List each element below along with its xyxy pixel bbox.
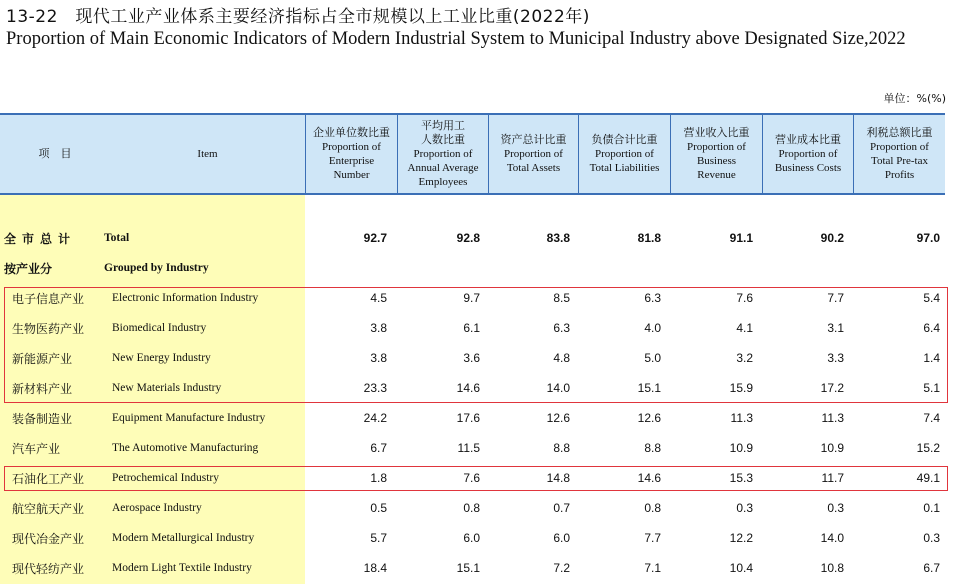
table-title-en: Proportion of Main Economic Indicators of Modern Industrial System to Municipal Industry above Designated Size,2022: [6, 29, 906, 49]
row-value: 23.3: [363, 381, 387, 395]
row-value: 15.1: [637, 381, 661, 395]
row-value: 7.6: [736, 291, 753, 305]
row-label-en: New Materials Industry: [112, 382, 222, 394]
row-value: 7.6: [463, 471, 480, 485]
row-label-en: Petrochemical Industry: [112, 472, 219, 484]
row-value: 10.9: [729, 441, 753, 455]
row-label-cn: 现代轻纺产业: [12, 561, 85, 576]
row-label-cn: 新能源产业: [12, 351, 73, 366]
row-value: 11.5: [457, 441, 480, 455]
table-row: [0, 493, 945, 523]
total-value: 91.1: [729, 231, 753, 245]
row-value: 6.3: [644, 291, 661, 305]
row-value: 15.1: [456, 561, 480, 575]
row-label-en: Equipment Manufacture Industry: [112, 412, 266, 424]
row-label-cn: 石油化工产业: [12, 471, 85, 486]
row-value: 15.9: [729, 381, 753, 395]
row-value: 24.2: [363, 411, 387, 425]
row-value: 4.5: [370, 291, 387, 305]
header-pretax-profits: 利税总额比重 Proportion of Total Pre-tax Profits: [866, 126, 933, 181]
row-value: 7.2: [553, 561, 570, 575]
row-label-cn: 生物医药产业: [12, 321, 85, 336]
group-label-en: Grouped by Industry: [104, 262, 209, 274]
row-label-en: Electronic Information Industry: [112, 292, 259, 304]
row-value: 12.6: [546, 411, 570, 425]
row-value: 6.0: [463, 531, 480, 545]
row-value: 11.7: [821, 471, 844, 485]
row-value: 14.6: [637, 471, 661, 485]
row-value: 5.0: [644, 351, 661, 365]
row-value: 5.1: [923, 381, 940, 395]
row-label-cn: 现代冶金产业: [12, 531, 85, 546]
row-value: 7.1: [644, 561, 661, 575]
row-value: 3.8: [370, 321, 387, 335]
total-label-en: Total: [104, 232, 130, 244]
row-label-en: New Energy Industry: [112, 352, 211, 364]
table-row: [0, 553, 945, 583]
row-value: 6.4: [923, 321, 940, 335]
total-value: 97.0: [916, 231, 940, 245]
table-row: [0, 433, 945, 463]
row-value: 0.8: [463, 501, 480, 515]
row-value: 10.9: [820, 441, 844, 455]
row-value: 6.7: [370, 441, 387, 455]
row-label-en: Modern Light Textile Industry: [112, 562, 252, 574]
row-value: 17.6: [456, 411, 480, 425]
row-value: 0.3: [923, 531, 940, 545]
row-value: 18.4: [363, 561, 387, 575]
table-row: [0, 403, 945, 433]
row-value: 14.6: [456, 381, 480, 395]
total-row: [0, 223, 945, 253]
row-value: 5.4: [923, 291, 940, 305]
row-label-en: Modern Metallurgical Industry: [112, 532, 255, 544]
row-value: 1.8: [370, 471, 387, 485]
row-value: 6.1: [463, 321, 480, 335]
header-business-costs: 营业成本比重 Proportion of Business Costs: [774, 133, 842, 174]
row-value: 11.3: [730, 411, 753, 425]
header-total-assets: 资产总计比重 Proportion of Total Assets: [500, 133, 567, 174]
row-value: 1.4: [923, 351, 940, 365]
row-value: 3.6: [463, 351, 480, 365]
row-value: 7.7: [827, 291, 844, 305]
row-value: 5.7: [370, 531, 387, 545]
header-enterprise-number: 企业单位数比重 Proportion of Enterprise Number: [313, 126, 390, 181]
row-value: 6.7: [923, 561, 940, 575]
row-value: 7.4: [923, 411, 940, 425]
header-item-cn: 项 目: [38, 147, 72, 160]
row-value: 17.2: [820, 381, 844, 395]
row-value: 6.0: [553, 531, 570, 545]
table-title-cn: 13-22 现代工业产业体系主要经济指标占全市规模以上工业比重(2022年): [6, 7, 590, 27]
row-value: 4.0: [644, 321, 661, 335]
row-value: 6.3: [553, 321, 570, 335]
row-value: 10.4: [729, 561, 753, 575]
total-value: 92.7: [363, 231, 387, 245]
row-value: 3.1: [827, 321, 844, 335]
row-value: 3.2: [736, 351, 753, 365]
row-value: 4.8: [553, 351, 570, 365]
row-label-cn: 新材料产业: [12, 381, 73, 396]
row-label-cn: 电子信息产业: [12, 291, 85, 306]
row-label-en: The Automotive Manufacturing: [112, 442, 259, 454]
total-value: 92.8: [456, 231, 480, 245]
row-value: 8.5: [553, 291, 570, 305]
row-value: 4.1: [736, 321, 753, 335]
row-label-en: Biomedical Industry: [112, 322, 207, 334]
row-value: 11.3: [821, 411, 844, 425]
row-label-en: Aerospace Industry: [112, 502, 202, 514]
row-label-cn: 航空航天产业: [12, 501, 85, 516]
header-employees: 平均用工 人数比重 Proportion of Annual Average Employees: [407, 119, 479, 188]
total-label-cn: 全市总计: [4, 231, 77, 246]
row-value: 0.8: [644, 501, 661, 515]
header-item-en: Item: [197, 148, 218, 160]
row-value: 14.8: [546, 471, 570, 485]
row-value: 49.1: [916, 471, 940, 485]
total-value: 81.8: [637, 231, 661, 245]
row-value: 9.7: [463, 291, 480, 305]
row-value: 0.5: [370, 501, 387, 515]
table-row: [0, 523, 945, 553]
highlight-box-petrochemical: [4, 466, 948, 491]
header-bottom-rule: [0, 193, 945, 195]
row-value: 12.2: [729, 531, 753, 545]
total-value: 90.2: [820, 231, 844, 245]
row-value: 8.8: [553, 441, 570, 455]
row-value: 8.8: [644, 441, 661, 455]
row-value: 3.8: [370, 351, 387, 365]
unit-label: 单位：%(%): [883, 92, 946, 105]
row-label-cn: 汽车产业: [12, 441, 61, 456]
row-value: 7.7: [644, 531, 661, 545]
row-value: 0.3: [736, 501, 753, 515]
group-row: [0, 253, 945, 283]
row-value: 0.7: [553, 501, 570, 515]
row-value: 0.1: [923, 501, 940, 515]
row-value: 10.8: [820, 561, 844, 575]
row-value: 14.0: [546, 381, 570, 395]
row-label-cn: 装备制造业: [12, 411, 73, 426]
header-business-revenue: 营业收入比重 Proportion of Business Revenue: [683, 126, 750, 181]
row-value: 14.0: [820, 531, 844, 545]
row-value: 15.2: [916, 441, 940, 455]
group-label-cn: 按产业分: [4, 261, 53, 276]
header-total-liabilities: 负债合计比重 Proportion of Total Liabilities: [589, 133, 660, 174]
row-value: 12.6: [637, 411, 661, 425]
row-value: 15.3: [729, 471, 753, 485]
row-value: 3.3: [827, 351, 844, 365]
highlight-box-group: [4, 287, 948, 403]
row-value: 0.3: [827, 501, 844, 515]
total-value: 83.8: [546, 231, 570, 245]
